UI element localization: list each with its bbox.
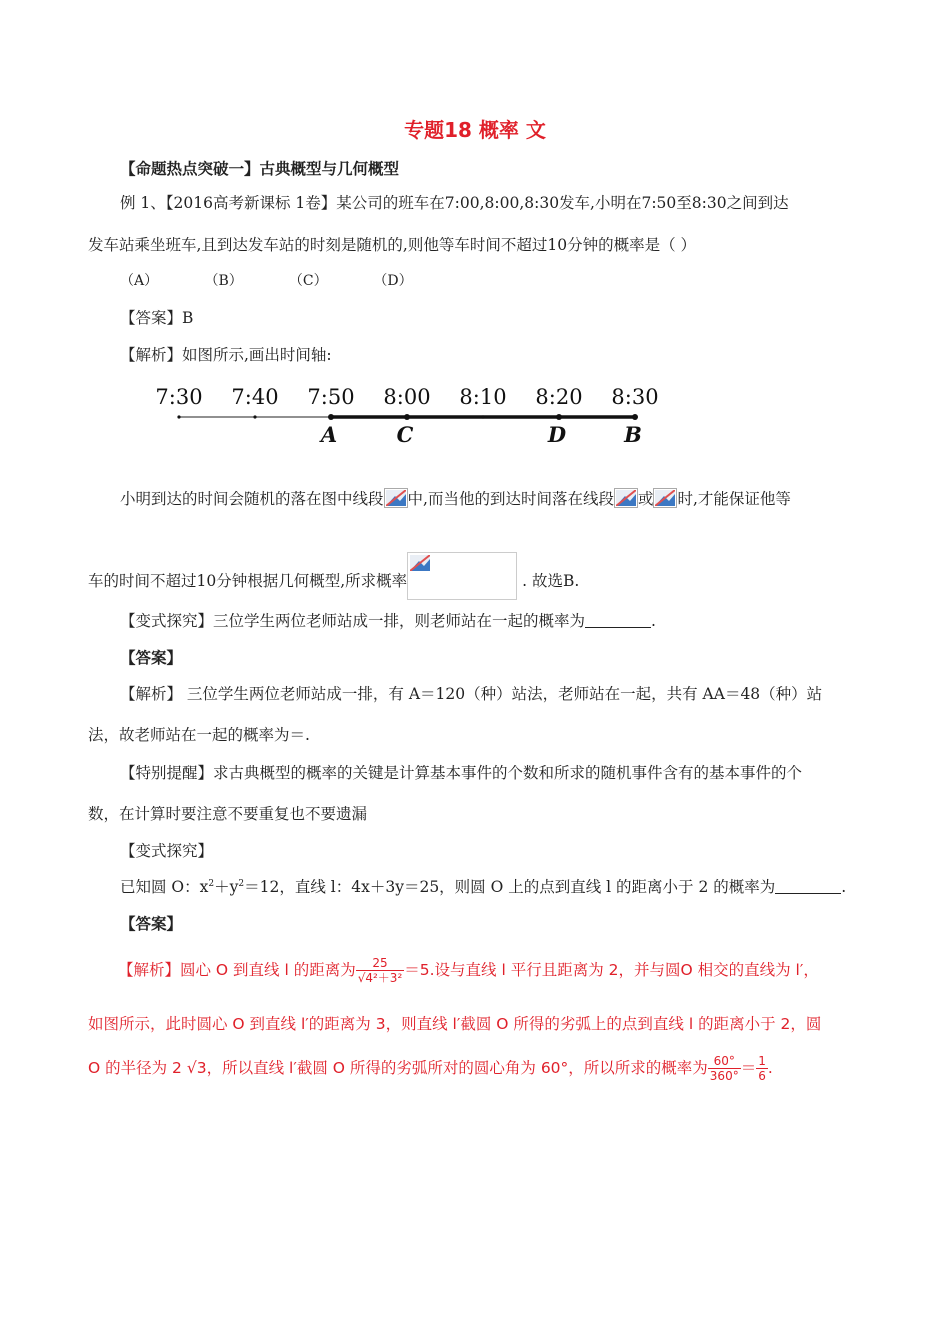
formula-image-icon [614, 488, 638, 508]
fraction-numerator: 1 [758, 1054, 766, 1068]
explain-p1d: 时,才能保证他等 [677, 490, 791, 508]
answer-blank [585, 613, 651, 628]
tip-line2: 数，在计算时要注意不要重复也不要遗漏 [88, 805, 368, 823]
superscript: 2 [208, 878, 215, 889]
example1-line2: 发车站乘坐班车,且到达发车站的时刻是随机的,则他等车时间不超过10分钟的概率是（ ） [88, 236, 697, 254]
variant1-q-end: . [651, 612, 656, 630]
variant1-answer: 【答案】 [120, 648, 183, 667]
timeline-tick-label: 7:50 [307, 385, 355, 409]
red-analysis-line3 [88, 1054, 773, 1083]
timeline-tick-mark [481, 415, 484, 418]
formula-image-icon [653, 488, 677, 508]
choices-row [120, 270, 453, 290]
timeline-tick-mark [253, 415, 256, 418]
timeline-point-marker [632, 414, 638, 420]
timeline-point-label: D [547, 422, 567, 447]
explain-para2 [88, 552, 579, 600]
variant2-qc: ＝12，直线 l：4x＋3y＝25，则圆 O 上的点到直线 l 的距离小于 2 的概率为 [244, 878, 776, 896]
variant2-qa: 已知圆 O：x [120, 878, 209, 896]
timeline-point-marker [328, 414, 334, 420]
variant1-question [120, 609, 656, 631]
formula-image-icon [384, 488, 408, 508]
red-l3a: O 的半径为 2 √3，所以直线 l′截圆 O 所得的劣弧所对的圆心角为 60°，所以所求的概率为 [88, 1059, 708, 1077]
explain-p2b: . 故选B. [522, 572, 580, 590]
explain-p1c: 或 [637, 490, 654, 508]
red-analysis-line1 [118, 956, 819, 985]
timeline-point-label: B [624, 422, 642, 447]
period: . [767, 1059, 773, 1077]
explain-p2a: 车的时间不超过10分钟根据几何概型,所求概率 [88, 572, 408, 590]
answer-blank [775, 879, 841, 894]
variant2-answer: 【答案】 [120, 914, 183, 933]
variant1-analysis2: 法，故老师站在一起的概率为＝. [88, 726, 310, 744]
variant1-analysis1: 【解析】 三位学生两位老师站成一排，有 A＝120（种）站法，老师站在一起，共有 AA＝48（种）站 [120, 685, 823, 703]
equals-sign: ＝ [740, 1059, 757, 1077]
timeline-point-label: A [320, 422, 338, 447]
fraction-numerator: 25 [356, 956, 405, 971]
choice-c: （C） [288, 273, 328, 289]
timeline-point-marker [404, 414, 410, 420]
timeline-tick-label: 7:30 [155, 385, 203, 409]
result-fraction [756, 1054, 768, 1083]
fraction-denominator: 360° [709, 1069, 739, 1083]
example1-answer: 【答案】B [120, 309, 194, 327]
explain-para1 [120, 487, 791, 509]
timeline-tick-mark [177, 415, 180, 418]
choice-b: （B） [204, 273, 243, 289]
red-analysis-line2: 如图所示，此时圆心 O 到直线 l′的距离为 3，则直线 l′截圆 O 所得的劣弧上的点到直线 l 的距离小于 2，圆 [88, 1015, 822, 1033]
fraction-denominator: 6 [758, 1069, 766, 1083]
fraction-denominator: √4²＋3² [357, 971, 403, 985]
red-l1a: 【解析】圆心 O 到直线 l 的距离为 [118, 961, 356, 979]
timeline-tick-label: 7:40 [231, 385, 279, 409]
red-l1b: ＝5.设与直线 l 平行且距离为 2，并与圆O 相交的直线为 l′， [404, 961, 819, 979]
superscript: 2 [238, 878, 245, 889]
variant1-q: 【变式探究】三位学生两位老师站成一排，则老师站在一起的概率为 [120, 612, 586, 630]
timeline-figure [150, 380, 710, 450]
section-heading: 【命题热点突破一】古典概型与几何概型 [120, 159, 400, 178]
timeline-tick-label: 8:10 [459, 385, 507, 409]
choice-a: （A） [120, 273, 159, 289]
timeline-tick-label: 8:30 [611, 385, 659, 409]
variant2-qb: ＋y [214, 878, 239, 896]
example1-line1: 例 1、【2016高考新课标 1卷】某公司的班车在7:00,8:00,8:30发车,小明在7:50至8:30之间到达 [120, 194, 789, 212]
timeline-point-label: C [396, 422, 414, 447]
explain-p1a: 小明到达的时间会随机的落在图中线段 [120, 490, 384, 508]
example1-analysis: 【解析】如图所示,画出时间轴: [120, 346, 332, 364]
variant2-q-end: . [841, 878, 847, 896]
timeline-tick-label: 8:20 [535, 385, 583, 409]
variant2-question [120, 875, 846, 897]
page-title: 专题18 概率 文 [404, 118, 546, 142]
distance-fraction [356, 956, 405, 985]
tip-line1: 【特别提醒】求古典概型的概率的关键是计算基本事件的个数和所求的随机事件含有的基本事件的个 [120, 764, 803, 782]
timeline-point-marker [556, 414, 562, 420]
fraction-numerator: 60° [708, 1054, 741, 1069]
formula-image-icon [407, 552, 517, 600]
variant2-heading: 【变式探究】 [120, 842, 214, 860]
timeline-tick-label: 8:00 [383, 385, 431, 409]
choice-d: （D） [373, 273, 413, 289]
explain-p1b: 中,而当他的到达时间落在线段 [407, 490, 614, 508]
angle-fraction [708, 1054, 741, 1083]
